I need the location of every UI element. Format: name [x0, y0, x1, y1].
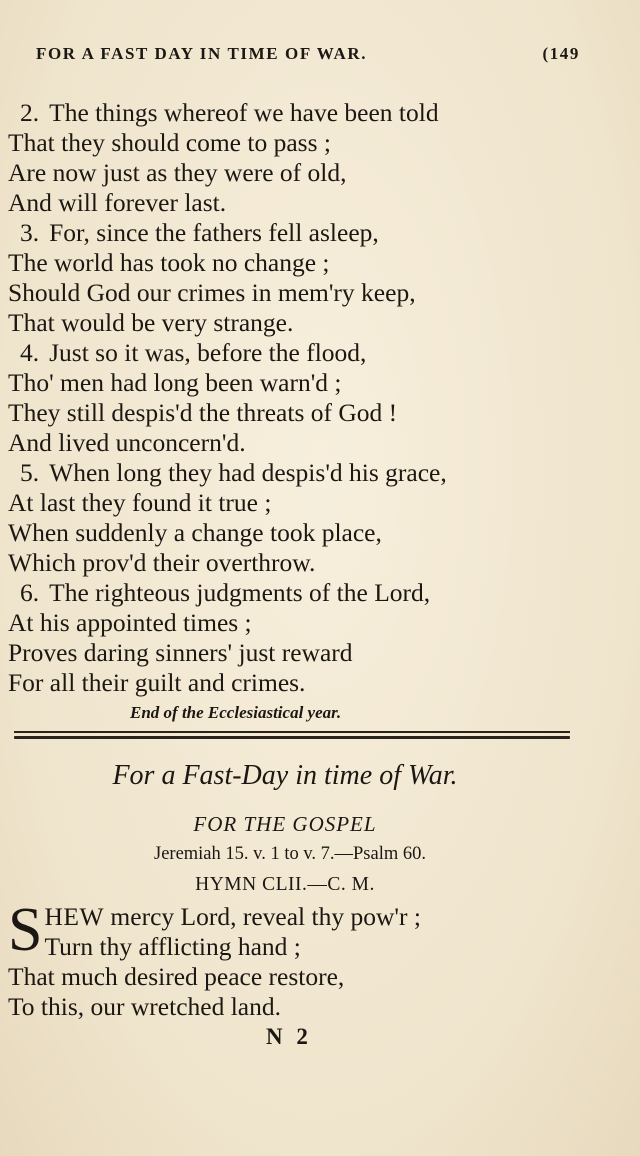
verse-line: [8, 188, 608, 218]
hymn-line: [8, 902, 608, 932]
verse-line: [8, 278, 608, 308]
verse-number: 4.: [20, 338, 40, 367]
verse-text: They still despis'd the threats of God !: [8, 398, 398, 427]
scripture-reference: Jeremiah 15. v. 1 to v. 7.—Psalm 60.: [154, 844, 426, 864]
running-head: [36, 44, 580, 64]
verse-line: [8, 488, 608, 518]
verse-line: [8, 668, 608, 698]
verse-text: When long they had despis'd his grace,: [49, 458, 447, 487]
verse-line: [8, 458, 608, 488]
verse-text: For all their guilt and crimes.: [8, 668, 306, 697]
drop-cap: S: [8, 896, 43, 964]
verse-text: The world has took no change ;: [8, 248, 330, 277]
end-note: End of the Ecclesiastical year.: [130, 703, 342, 722]
verse-text: That they should come to pass ;: [8, 128, 331, 157]
hymn-line-text: Turn thy afflicting hand ;: [44, 932, 301, 961]
section-title: For a Fast-Day in time of War.: [112, 760, 458, 791]
verses-block: [8, 98, 608, 698]
verse-line: [8, 608, 608, 638]
verse-text: When suddenly a change took place,: [8, 518, 382, 547]
verse-line: [8, 98, 608, 128]
verse-line: [8, 128, 608, 158]
hymn-line: [8, 962, 608, 992]
verse-line: [8, 578, 608, 608]
verse-line: [8, 248, 608, 278]
running-head-title: FOR A FAST DAY IN TIME OF WAR.: [36, 44, 368, 63]
verse-line: [8, 548, 608, 578]
verse-text: Just so it was, before the flood,: [49, 338, 367, 367]
verse-number: 6.: [20, 578, 40, 607]
divider-rule-thin: [14, 731, 570, 733]
hymn-line: [8, 992, 608, 1022]
verse-line: [8, 518, 608, 548]
hymn-line-text: To this, our wretched land.: [8, 992, 281, 1021]
verse-number: 3.: [20, 218, 40, 247]
verse-line: [8, 158, 608, 188]
hymn-line-text: That much desired peace restore,: [8, 962, 345, 991]
verse-text: At last they found it true ;: [8, 488, 272, 517]
divider-rule-thick: [14, 736, 570, 739]
verse-text: Should God our crimes in mem'ry keep,: [8, 278, 416, 307]
page-number: (149: [542, 44, 580, 63]
verse-number: 5.: [20, 458, 40, 487]
verse-text: And lived unconcern'd.: [8, 428, 246, 457]
verse-text: At his appointed times ;: [8, 608, 252, 637]
verse-number: 2.: [20, 98, 40, 127]
hymn-first-word: HEW: [44, 902, 105, 931]
verse-text: Which prov'd their overthrow.: [8, 548, 316, 577]
verse-line: [8, 638, 608, 668]
hymn-line: [8, 932, 608, 962]
verse-text: Tho' men had long been warn'd ;: [8, 368, 342, 397]
verse-line: [8, 428, 608, 458]
verse-line: [8, 218, 608, 248]
hymn-number: HYMN CLII.—C. M.: [195, 874, 375, 895]
hymn-line-text: mercy Lord, reveal thy pow'r ;: [104, 902, 421, 931]
verse-line: [8, 338, 608, 368]
hymn-block: [8, 896, 608, 1022]
verse-line: [8, 308, 608, 338]
verse-text: Are now just as they were of old,: [8, 158, 347, 187]
verse-text: And will forever last.: [8, 188, 227, 217]
verse-text: For, since the fathers fell asleep,: [49, 218, 379, 247]
verse-text: That would be very strange.: [8, 308, 294, 337]
verse-text: The things whereof we have been told: [49, 98, 439, 127]
verse-text: Proves daring sinners' just reward: [8, 638, 353, 667]
signature-mark: N 2: [266, 1024, 312, 1049]
verse-text: The righteous judgments of the Lord,: [49, 578, 431, 607]
verse-line: [8, 368, 608, 398]
verse-line: [8, 398, 608, 428]
subheading: FOR THE GOSPEL: [193, 812, 377, 836]
